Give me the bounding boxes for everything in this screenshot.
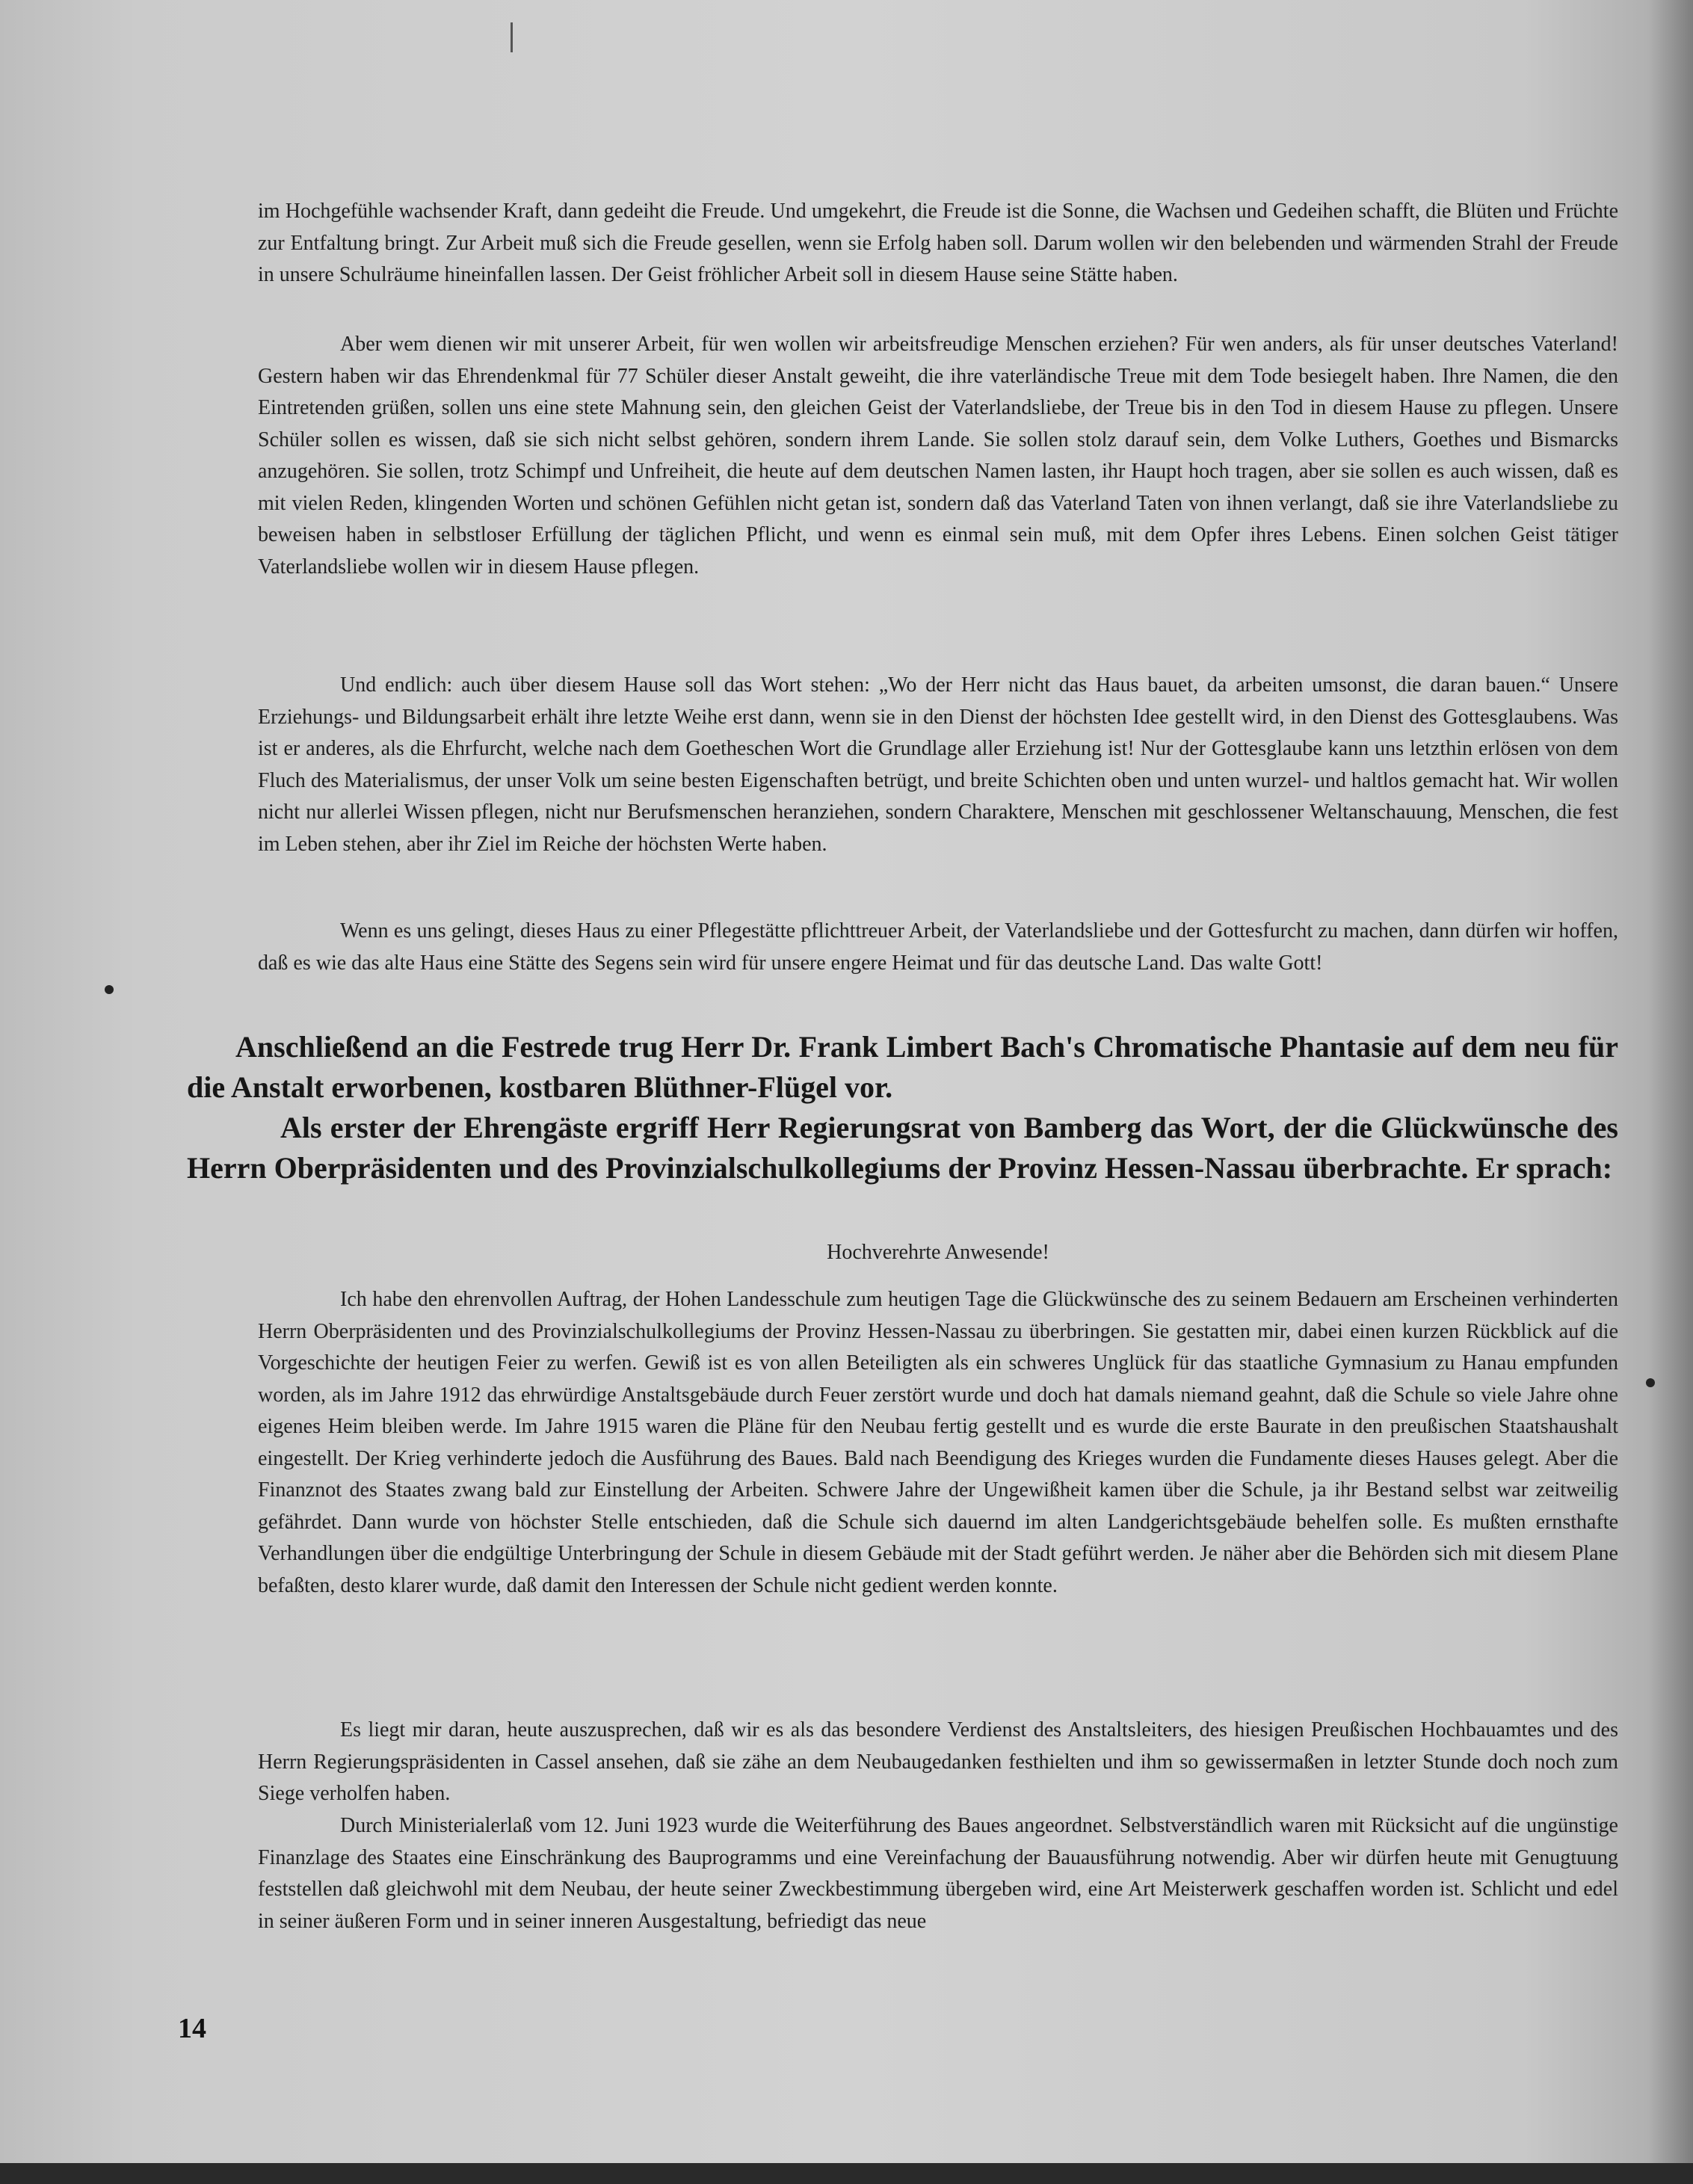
statement-guest-speech: Als erster der Ehrengäste ergriff Herr Regierungsrat von Bamberg das Wort, der die Glückwünsche des Herrn Oberpräsidenten und des Provinzialschulkollegiums der Provinz Hessen-Nassau überbrachte. Er sprach: bbox=[187, 1111, 1618, 1185]
scan-scratch bbox=[511, 22, 513, 52]
paragraph-history: Ich habe den ehrenvollen Auftrag, der Hohen Landesschule zum heutigen Tage die Glückwünsche des zu seinem Bedauern am Erscheinen verhinderten Herrn Oberpräsidenten und des Provinzialschulkollegiums der Provinz Hessen-Nassau zu überbringen. Sie gestatten mir, dabei einen kurzen Rückblick auf die Vorgeschichte der heutigen Feier zu werfen. Gewiß ist es von allen Beteiligten als ein schweres Unglück für das staatliche Gymnasium zu Hanau empfunden worden, als im Jahre 1912 das ehrwürdige Anstaltsgebäude durch Feuer zerstört wurde und doch hat damals niemand geahnt, daß die Schule so viele Jahre ohne eigenes Heim bleiben werde. Im Jahre 1915 waren die Pläne für den Neubau fertig gestellt und es wurde die erste Baurate in den preußischen Staatshaushalt eingestellt. Der Krieg verhinderte jedoch die Ausführung des Baues. Bald nach Beendigung des Krieges wurden die Fundamente dieses Hauses gelegt. Aber die Finanznot des Staates zwang bald zur Einstellung der Arbeiten. Schwere Jahre der Ungewißheit kamen über die Schule, ja ihr Bestand selbst war zeitweilig gefährdet. Dann wurde von höchster Stelle entschieden, daß die Schule sich dauernd im alten Landgerichtsgebäude behelfen solle. Es mußten ernsthafte Verhandlungen über die endgültige Unterbringung der Schule in diesem Gebäude mit der Stadt geführt werden. Je näher aber die Behörden sich mit diesem Plane befaßten, desto klarer wurde, daß damit den Interessen der Schule nicht gedient werden konnte. bbox=[258, 1288, 1618, 1597]
paragraph-faith: Und endlich: auch über diesem Hause soll das Wort stehen: „Wo der Herr nicht das Haus bauet, da arbeiten umsonst, die daran bauen.“ Unsere Erziehungs- und Bildungsarbeit erhält ihre letzte Weihe erst dann, wenn sie in den Dienst der höchsten Idee gestellt wird, in den Dienst des Gottesglaubens. Was ist er anderes, als die Ehrfurcht, welche nach dem Goetheschen Wort die Grundlage aller Erziehung ist! Nur der Gottesglaube kann uns letzthin erlösen von dem Fluch des Materialismus, der unser Volk um seine besten Eigenschaften betrügt, und breite Schichten oben und unten wurzel- und haltlos gemacht hat. Wir wollen nicht nur allerlei Wissen pflegen, nicht nur Berufsmenschen heranziehen, sondern Charaktere, Menschen mit geschlossener Weltanschauung, Menschen, die fest im Leben stehen, aber ihr Ziel im Reiche der höchsten Werte haben. bbox=[258, 673, 1618, 856]
paragraph-joy: im Hochgefühle wachsender Kraft, dann gedeiht die Freude. Und umgekehrt, die Freude ist die Sonne, die Wachsen und Gedeihen schafft, die Blüten und Früchte zur Entfaltung bringt. Zur Arbeit muß sich die Freude gesellen, wenn sie Erfolg haben soll. Darum wollen wir den belebenden und wärmenden Strahl der Freude in unsere Schulräume hineinfallen lassen. Der Geist fröhlicher Arbeit soll in diesem Hause seine Stätte haben. bbox=[258, 200, 1618, 286]
speech-salutation: Hochverehrte Anwesende! bbox=[827, 1241, 1049, 1264]
scan-bottom-edge bbox=[0, 2163, 1693, 2184]
page-number: 14 bbox=[178, 2013, 206, 2044]
page-edge-shadow bbox=[1648, 0, 1693, 2184]
paragraph-fatherland: Aber wem dienen wir mit unserer Arbeit, für wen wollen wir arbeitsfreudige Menschen erziehen? Für wen anders, als für unser deutsches Vaterland! Gestern haben wir das Ehrendenkmal für 77 Schüler dieser Anstalt geweiht, die ihre vaterländische Treue mit dem Tode besiegelt haben. Ihre Namen, die den Eintretenden grüßen, sollen uns eine stete Mahnung sein, den gleichen Geist der Vaterlandsliebe, der Treue bis in den Tod in diesem Hause zu pflegen. Unsere Schüler sollen es wissen, daß sie sich nicht selbst gehören, sondern ihrem Lande. Sie sollen stolz darauf sein, dem Volke Luthers, Goethes und Bismarcks anzugehören. Sie sollen, trotz Schimpf und Unfreiheit, die heute auf dem deutschen Namen lasten, ihr Haupt hoch tragen, aber sie sollen es auch wissen, daß es mit vielen Reden, klingenden Worten und schönen Gefühlen nicht getan ist, sondern daß das Vaterland Taten von ihnen verlangt, daß sie ihre Vaterlandsliebe zu beweisen haben in selbstloser Erfüllung der täglichen Pflicht, und wenn es einmal sein muß, mit dem Opfer ihres Lebens. Einen solchen Geist tätiger Vaterlandsliebe wollen wir in diesem Hause pflegen. bbox=[258, 333, 1618, 579]
paragraph-decree: Durch Ministerialerlaß vom 12. Juni 1923 wurde die Weiterführung des Baues angeordnet. Selbstverständlich waren mit Rücksicht auf die ungünstige Finanzlage des Staates eine Einschränkung des Bauprogramms und eine Vereinfachung der Bauausführung notwendig. Aber wir dürfen heute mit Genugtuung feststellen daß gleichwohl mit dem Neubau, der heute seiner Zweckbestimmung übergeben wird, eine Art Meisterwerk geschaffen worden ist. Schlicht und edel in seiner äußeren Form und in seiner inneren Ausgestaltung, befriedigt das neue bbox=[258, 1814, 1618, 1933]
paragraph-closing-wish: Wenn es uns gelingt, dieses Haus zu einer Pflegestätte pflichttreuer Arbeit, der Vaterlandsliebe und der Gottesfurcht zu machen, dann dürfen wir hoffen, daß es wie das alte Haus eine Stätte des Segens sein wird für unsere engere Heimat und für das deutsche Land. Das walte Gott! bbox=[258, 919, 1618, 975]
paragraph-merit: Es liegt mir daran, heute auszusprechen, daß wir es als das besondere Verdienst des Anstaltsleiters, des hiesigen Preußischen Hochbauamtes und des Herrn Regierungspräsidenten in Cassel ansehen, daß sie zähe an dem Neubaugedanken festhielten und ihm so gewissermaßen in letzter Stunde doch noch zum Siege verholfen haben. bbox=[258, 1718, 1618, 1805]
margin-spot-right bbox=[1646, 1378, 1655, 1387]
statement-music-performance: Anschließend an die Festrede trug Herr Dr. Frank Limbert Bach's Chromatische Phantasie auf dem neu für die Anstalt erworbenen, kostbaren Blüthner-Flügel vor. bbox=[187, 1030, 1618, 1104]
margin-spot-left bbox=[105, 985, 114, 994]
